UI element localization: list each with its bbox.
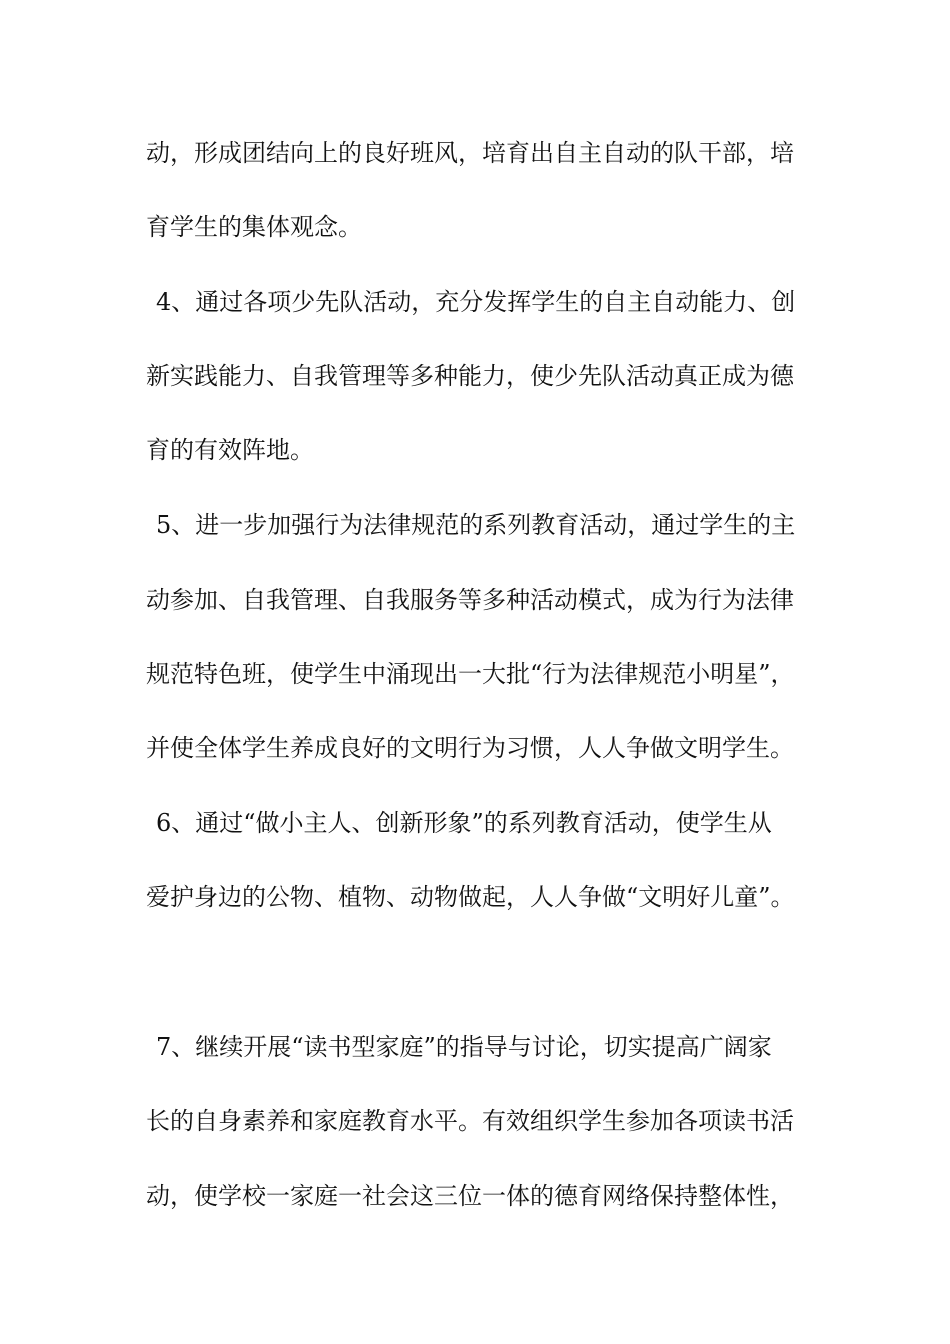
- text-line-10: 6、通过“做小主人、创新形象”的系列教育活动，使学生从: [156, 809, 772, 837]
- text-line-13: 长的自身素养和家庭教育水平。有效组织学生参加各项读书活: [146, 1107, 794, 1135]
- text-line-1: 动，形成团结向上的良好班风，培育出自主自动的队干部，培: [146, 139, 794, 167]
- text-line-7: 动参加、自我管理、自我服务等多种活动模式，成为行为法律: [146, 586, 794, 614]
- text-line-9: 并使全体学生养成良好的文明行为习惯，人人争做文明学生。: [146, 734, 794, 762]
- text-line-4: 新实践能力、自我管理等多种能力，使少先队活动真正成为德: [146, 362, 794, 390]
- text-line-14: 动，使学校一家庭一社会这三位一体的德育网络保持整体性，: [146, 1182, 794, 1210]
- text-line-5: 育的有效阵地。: [146, 436, 314, 464]
- text-line-3: 4、通过各项少先队活动，充分发挥学生的自主自动能力、创: [156, 288, 796, 316]
- text-line-6: 5、进一步加强行为法律规范的系列教育活动，通过学生的主: [156, 511, 796, 539]
- text-line-2: 育学生的集体观念。: [146, 213, 362, 241]
- text-line-11: 爱护身边的公物、植物、动物做起，人人争做“文明好儿童”。: [146, 883, 795, 911]
- text-line-12: 7、继续开展“读书型家庭”的指导与讨论，切实提高广阔家: [156, 1033, 772, 1061]
- text-line-8: 规范特色班，使学生中涌现出一大批“行为法律规范小明星”，: [146, 660, 795, 688]
